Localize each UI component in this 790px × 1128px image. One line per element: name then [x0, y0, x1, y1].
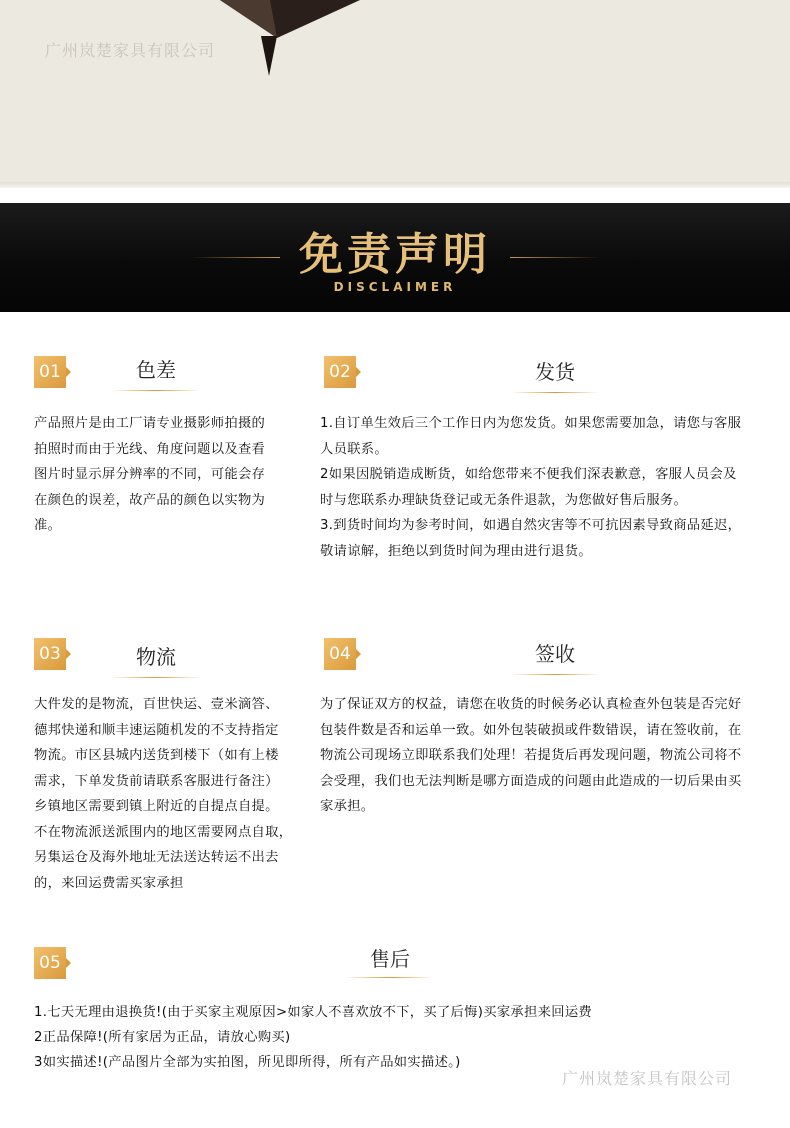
section-underline — [111, 677, 201, 678]
lamp-image — [215, 0, 365, 80]
section-body-shipping — [320, 411, 741, 564]
section-number-02: 02 — [324, 356, 356, 388]
text-line: 为了保证双方的权益，请您在收货的时候务必认真检查外包装是否完好 — [320, 697, 742, 712]
section-body-color-difference — [34, 411, 265, 539]
photo-edge — [0, 182, 790, 188]
watermark-top: 广州岚楚家具有限公司 — [45, 41, 216, 60]
text-line: 1.七天无理由退换货!(由于买家主观原因>如家人不喜欢放不下，买了后悔)买家承担来回运费 — [34, 1005, 593, 1020]
text-line: 在颜色的误差，故产品的颜色以实物为 — [34, 492, 266, 508]
text-line: 2如果因脱销造成断货，如给您带来不便我们深表歉意，客服人员会及 — [320, 467, 737, 482]
text-line: 拍照时而由于光线、角度问题以及查看 — [34, 441, 266, 457]
text-line: 包装件数是否和运单一致。如外包装破损或件数错误，请在签收前，在 — [320, 722, 742, 738]
section-underline — [510, 392, 600, 393]
text-line: 时与您联系办理缺货登记或无条件退款，为您做好售后服务。 — [320, 492, 688, 508]
text-line: 家承担。 — [320, 799, 375, 814]
text-line: 图片时显示屏分辨率的不同，可能会存 — [34, 467, 266, 482]
section-title-color-difference: 色差 — [136, 358, 176, 382]
text-line: 准。 — [34, 518, 62, 533]
section-title-after-sales: 售后 — [370, 947, 410, 971]
section-title-logistics: 物流 — [136, 645, 176, 669]
text-line: 另集运仓及海外地址无法送达转运不出去 — [34, 850, 279, 865]
text-line: 产品照片是由工厂请专业摄影师拍摄的 — [34, 416, 266, 431]
text-line: 敬请谅解，拒绝以到货时间为理由进行退货。 — [320, 543, 592, 559]
section-number-01: 01 — [34, 356, 66, 388]
section-underline — [111, 390, 201, 391]
text-line: 的，来回运费需买家承担 — [34, 875, 184, 891]
text-line: 1.自订单生效后三个工作日内为您发货。如果您需要加急，请您与客服 — [320, 416, 742, 431]
section-body-after-sales — [34, 1000, 592, 1075]
banner-title: 免责声明 — [299, 229, 491, 280]
text-line: 不在物流派送派围内的地区需要网点自取， — [34, 824, 293, 840]
section-body-receipt — [320, 692, 742, 820]
text-line: 物流公司现场立即联系我们处理！若提货后再发现问题，物流公司将不 — [320, 748, 742, 763]
section-number-03: 03 — [34, 638, 66, 670]
section-underline — [345, 977, 435, 978]
section-number-05: 05 — [34, 947, 66, 979]
text-line: 3如实描述!(产品图片全部为实拍图，所见即所得，所有产品如实描述。) — [34, 1055, 461, 1070]
text-line: 需求，下单发货前请联系客服进行备注） — [34, 773, 279, 789]
section-title-receipt: 签收 — [535, 642, 575, 666]
watermark-bottom: 广州岚楚家具有限公司 — [562, 1069, 733, 1088]
text-line: 大件发的是物流，百世快运、壹米滴答、 — [34, 697, 279, 712]
section-underline — [510, 674, 600, 675]
text-line: 物流。市区县城内送货到楼下（如有上楼 — [34, 748, 279, 763]
section-title-shipping: 发货 — [535, 360, 575, 384]
text-line: 德邦快递和顺丰速运随机发的不支持指定 — [34, 722, 279, 738]
section-number-04: 04 — [324, 638, 356, 670]
text-line: 3.到货时间均为参考时间，如遇自然灾害等不可抗因素导致商品延迟， — [320, 518, 742, 533]
text-line: 乡镇地区需要到镇上附近的自提点自提。 — [34, 799, 279, 814]
text-line: 2正品保障!(所有家居为正品，请放心购买) — [34, 1030, 291, 1045]
text-line: 人员联系。 — [320, 441, 388, 457]
banner-subtitle: DISCLAIMER — [333, 280, 457, 294]
text-line: 会受理，我们也无法判断是哪方面造成的问题由此造成的一切后果由买 — [320, 773, 742, 789]
section-body-logistics — [34, 692, 292, 896]
product-photo — [0, 0, 790, 188]
